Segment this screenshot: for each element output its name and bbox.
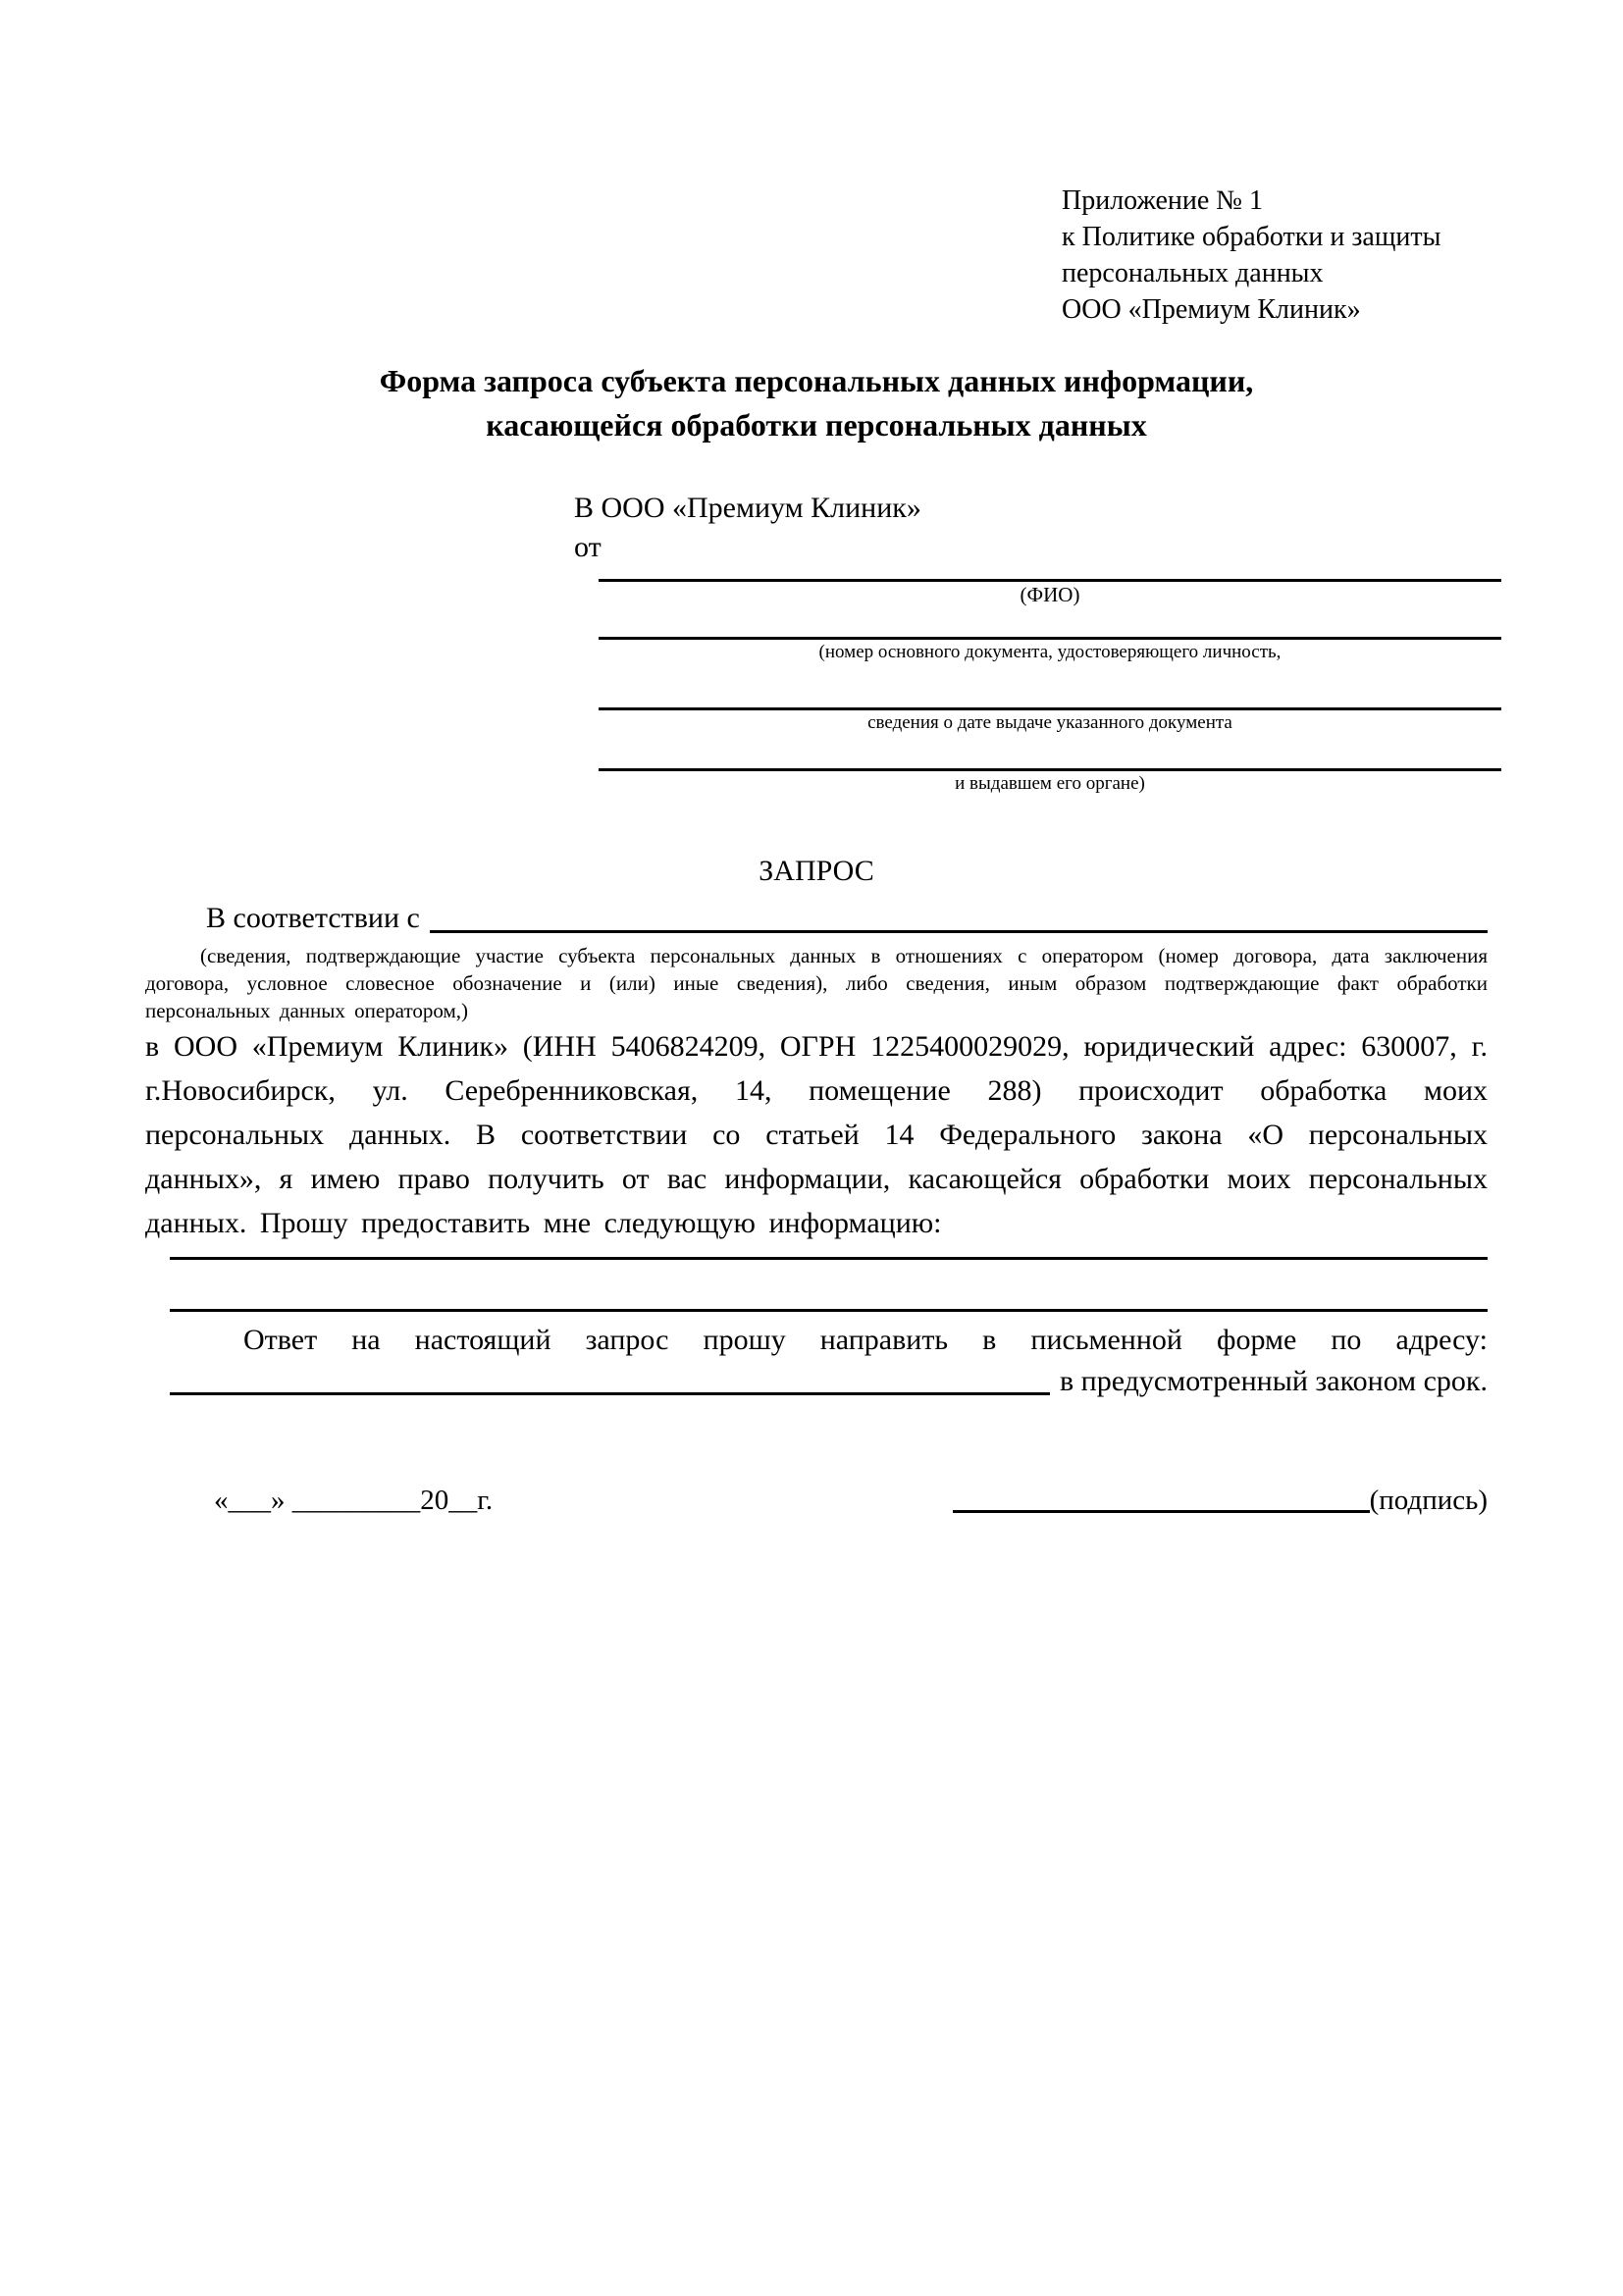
- document-title-line: Форма запроса субъекта персональных данных информации,: [379, 363, 1254, 398]
- information-fill-line: [170, 1257, 1488, 1260]
- address-fill-line: [170, 1361, 1050, 1395]
- addressee-block: [574, 489, 1501, 796]
- appendix-header-line: Приложение № 1: [1062, 185, 1263, 216]
- issuing-authority-fill-line: [599, 735, 1501, 771]
- fio-caption: (ФИО): [1020, 583, 1080, 606]
- signature-caption: (подпись): [1369, 1485, 1488, 1516]
- document-number-fill-line: [599, 607, 1501, 640]
- issue-date-caption: сведения о дате выдаче указанного документа: [867, 712, 1232, 733]
- request-section: [145, 852, 1488, 1520]
- addressee-from-label: от: [574, 531, 602, 563]
- issuing-authority-caption: и выдавшем его органе): [955, 773, 1145, 794]
- issue-date-fill-line: [599, 664, 1501, 710]
- appendix-header: [1062, 183, 1440, 328]
- fio-fill-line: [599, 567, 1501, 582]
- document-number-caption: (номер основного документа, удостоверяющего личность,: [818, 642, 1282, 662]
- addressee-to: В ООО «Премиум Клиник»: [574, 492, 921, 524]
- request-body: в ООО «Премиум Клиник» (ИНН 5406824209, ОГРН 1225400029029, юридический адрес: 630007, г. г.Новосибирск, ул. Серебренниковская, 14, помещение 288) происходит обработка моих персональных данных. В соответствии со статьей 14 Федерального закона «О персональных данных», я имею право получить от вас информации, касающейся обработки моих персональных данных. Прошу предоставить мне следующую информацию:: [145, 1030, 1488, 1239]
- response-address-line: Ответ на настоящий запрос прошу направить в письменной форме по адресу:: [243, 1324, 1488, 1356]
- appendix-header-line: к Политике обработки и защиты: [1062, 222, 1441, 252]
- information-fill-line: [170, 1309, 1488, 1312]
- footer-row: [145, 1481, 1488, 1520]
- accordance-label: В соответствии с: [206, 902, 420, 934]
- accordance-note: (сведения, подтверждающие участие субъекта персональных данных в отношениях с оператором (номер договора, дата заключения договора, условное словесное обозначение и (или) иные сведения), либо сведения, иным образом подтверждающие факт обработки персональных данных оператором,): [145, 944, 1488, 1022]
- signature-group: [953, 1481, 1488, 1520]
- document-title: [145, 359, 1488, 447]
- appendix-header-line: ООО «Премиум Клиник»: [1062, 294, 1361, 325]
- appendix-header-line: персональных данных: [1062, 258, 1324, 288]
- response-tail: в предусмотренный законом срок.: [1060, 1365, 1488, 1397]
- date-blank: «___» _________20__г.: [214, 1485, 494, 1516]
- accordance-row: [145, 897, 1488, 940]
- document-title-line: касающейся обработки персональных данных: [486, 407, 1147, 443]
- response-address-row: [145, 1361, 1488, 1402]
- request-heading: ЗАПРОС: [759, 855, 874, 887]
- accordance-fill-line: [430, 897, 1488, 933]
- signature-fill-line: [953, 1510, 1370, 1513]
